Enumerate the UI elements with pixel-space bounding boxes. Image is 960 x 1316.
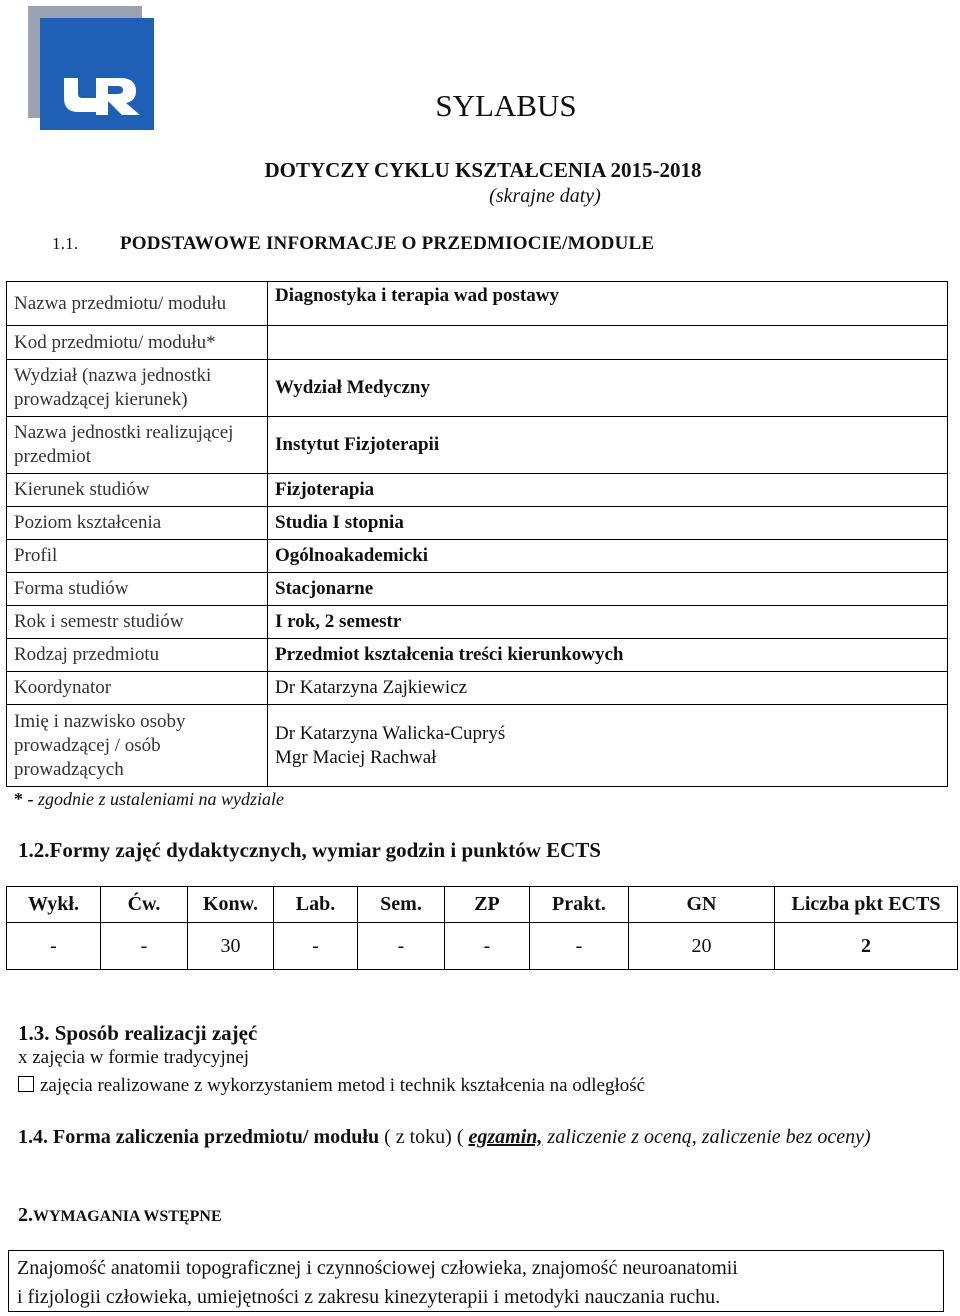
info-value: Studia I stopnia <box>268 507 948 540</box>
instructor-2: Mgr Maciej Rachwał <box>275 746 437 768</box>
ects-value: - <box>530 923 629 970</box>
section-1-4-title: 1.4. Forma zaliczenia przedmiotu/ modułu <box>18 1126 380 1148</box>
ects-header: Lab. <box>274 887 358 923</box>
info-value: Ogólnoakademicki <box>268 540 948 573</box>
section-1-1-heading <box>52 233 654 255</box>
section-2-title: WYMAGANIA WSTĘPNE <box>33 1208 222 1225</box>
delivery-option-remote <box>18 1075 645 1097</box>
info-row <box>7 326 948 360</box>
ects-value: - <box>101 923 188 970</box>
footnote-text: zgodnie z ustaleniami na wydziale <box>38 789 284 809</box>
ects-header: Ćw. <box>101 887 188 923</box>
info-label: Rok i semestr studiów <box>7 606 268 639</box>
info-row <box>7 360 948 417</box>
info-value: I rok, 2 semestr <box>268 606 948 639</box>
info-row <box>7 474 948 507</box>
ects-table <box>6 886 958 970</box>
option-label: zajęcia realizowane z wykorzystaniem metod i technik kształcenia na odległość <box>40 1075 646 1096</box>
info-row <box>7 639 948 672</box>
section-2-number: 2. <box>18 1204 33 1226</box>
selected-assessment: egzamin, <box>468 1126 543 1148</box>
course-info-table <box>6 281 948 787</box>
info-label: Koordynator <box>7 672 268 705</box>
info-label: Kierunek studiów <box>7 474 268 507</box>
ects-header: ZP <box>445 887 530 923</box>
ects-value: - <box>445 923 530 970</box>
info-value: Przedmiot kształcenia treści kierunkowych <box>268 639 948 672</box>
section-1-3-heading: 1.3. Sposób realizacji zajęć <box>18 1021 258 1045</box>
delivery-option-traditional <box>18 1047 249 1069</box>
checkbox-icon <box>18 1076 34 1092</box>
ects-header: Konw. <box>188 887 274 923</box>
info-label: Wydział (nazwa jednostki prowadzącej kierunek) <box>7 360 268 417</box>
info-row <box>7 573 948 606</box>
info-label: Kod przedmiotu/ modułu* <box>7 326 268 360</box>
requirements-box <box>8 1250 944 1312</box>
info-value <box>268 326 948 360</box>
info-value: Wydział Medyczny <box>268 360 948 417</box>
other-assessments: zaliczenie z oceną, zaliczenie bez oceny) <box>547 1126 871 1148</box>
dates-note: (skrajne daty) <box>489 185 601 207</box>
document-title: SYLABUS <box>435 88 577 123</box>
info-value <box>268 705 948 787</box>
instructor-1: Dr Katarzyna Walicka-Cupryś <box>275 722 506 744</box>
info-value: Dr Katarzyna Zajkiewicz <box>268 672 948 705</box>
ects-value-row <box>7 923 958 970</box>
ects-value: - <box>358 923 445 970</box>
section-1-4-paragraph <box>18 1124 948 1151</box>
info-label: Nazwa przedmiotu/ modułu <box>7 282 268 326</box>
ects-header: Sem. <box>358 887 445 923</box>
ects-header-row <box>7 887 958 923</box>
info-label: Forma studiów <box>7 573 268 606</box>
ects-value: 20 <box>629 923 775 970</box>
info-label: Poziom kształcenia <box>7 507 268 540</box>
ects-header: Liczba pkt ECTS <box>775 887 958 923</box>
section-2-heading <box>18 1204 222 1227</box>
info-value: Instytut Fizjoterapii <box>268 417 948 474</box>
requirements-line-2: i fizjologii człowieka, umiejętności z zakresu kinezyterapii i metodyki nauczania ruchu. <box>17 1286 721 1308</box>
ects-header: Wykł. <box>7 887 101 923</box>
info-label: Rodzaj przedmiotu <box>7 639 268 672</box>
section-title: PODSTAWOWE INFORMACJE O PRZEDMIOCIE/MODULE <box>120 233 655 254</box>
ects-value: 30 <box>188 923 274 970</box>
info-row <box>7 417 948 474</box>
info-value: Fizjoterapia <box>268 474 948 507</box>
ects-header: GN <box>629 887 775 923</box>
ects-value: 2 <box>775 923 958 970</box>
cycle-heading: DOTYCZY CYKLU KSZTAŁCENIA 2015-2018 <box>264 158 702 182</box>
info-row <box>7 282 948 326</box>
info-row <box>7 705 948 787</box>
info-label: Nazwa jednostki realizującej przedmiot <box>7 417 268 474</box>
info-value: Stacjonarne <box>268 573 948 606</box>
info-value: Diagnostyka i terapia wad postawy <box>268 282 948 326</box>
info-label: Profil <box>7 540 268 573</box>
info-row <box>7 507 948 540</box>
info-row <box>7 540 948 573</box>
requirements-line-1: Znajomość anatomii topograficznej i czynnościowej człowieka, znajomość neuroanatomii <box>17 1257 738 1279</box>
option-label: zajęcia w formie tradycyjnej <box>32 1047 250 1068</box>
section-1-2-heading: 1.2.Formy zajęć dydaktycznych, wymiar godzin i punktów ECTS <box>18 838 601 862</box>
ects-header: Prakt. <box>530 887 629 923</box>
info-row <box>7 606 948 639</box>
ects-value: - <box>7 923 101 970</box>
ects-value: - <box>274 923 358 970</box>
info-row <box>7 672 948 705</box>
footnote-star: * - <box>14 789 34 809</box>
info-label: Imię i nazwisko osoby prowadzącej / osób prowadzących <box>7 705 268 787</box>
section-number: 1.1. <box>52 234 79 253</box>
footnote <box>14 789 284 810</box>
paren-open: ( z toku) ( <box>384 1126 464 1148</box>
checked-mark: x <box>18 1047 28 1068</box>
